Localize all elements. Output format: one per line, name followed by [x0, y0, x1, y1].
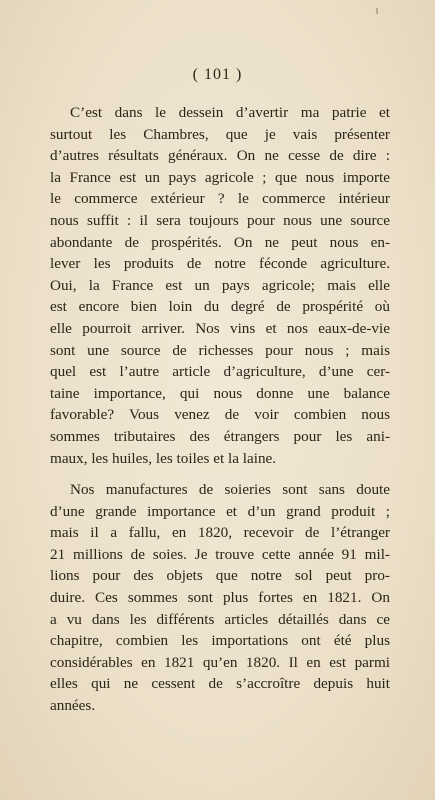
- text-line: le commerce extérieur ? le commerce intérieur: [50, 190, 390, 208]
- paragraph-1: [50, 102, 390, 469]
- text-line: sommes tributaires des étrangers pour les ani-: [50, 427, 390, 445]
- text-line: duire. Ces sommes sont plus fortes en 1821. On: [50, 589, 390, 607]
- text-line: favorable? Vous venez de voir combien nous: [50, 406, 390, 424]
- text-line: elles qui ne cessent de s’accroître depuis huit: [50, 675, 390, 693]
- text-line: la France est un pays agricole ; que nous importe: [50, 168, 390, 186]
- text-line: années.: [50, 697, 96, 715]
- text-line: taine importance, qui nous donne une balance: [50, 384, 390, 402]
- paragraph-2: [50, 479, 390, 717]
- text-line: est encore bien loin du degré de prospérité où: [50, 298, 390, 316]
- text-line: mais il a fallu, en 1820, recevoir de l’étranger: [50, 524, 390, 542]
- text-line: elle pourroit arriver. Nos vins et nos eaux-de-vie: [50, 319, 390, 337]
- text-line: d’autres résultats généraux. On ne cesse de dire :: [50, 147, 390, 165]
- body-text: [50, 102, 390, 717]
- text-line: Oui, la France est un pays agricole; mais elle: [50, 276, 390, 294]
- text-line: chapitre, combien les importations ont été plus: [50, 632, 390, 650]
- text-line: d’une grande importance et d’un grand produit ;: [50, 502, 390, 520]
- text-line: considérables en 1821 qu’en 1820. Il en est parmi: [50, 653, 390, 671]
- text-line: 21 millions de soies. Je trouve cette année 91 mil-: [50, 545, 390, 563]
- text-line: lions pour des objets que notre sol peut pro-: [50, 567, 390, 585]
- text-line: C’est dans le dessein d’avertir ma patrie et: [70, 104, 390, 121]
- page-number: ( 101 ): [192, 66, 243, 83]
- text-line: quel est l’autre article d’agriculture, d’une cer-: [50, 363, 390, 381]
- margin-mark: [376, 8, 378, 14]
- text-line: abondante de prospérités. On ne peut nous en-: [50, 233, 390, 251]
- text-line: Nos manufactures de soieries sont sans doute: [70, 481, 390, 499]
- text-line: a vu dans les différents articles détaillés dans ce: [50, 610, 390, 628]
- text-line: lever les produits de notre féconde agriculture.: [50, 255, 390, 273]
- text-line: sont une source de richesses pour nous ; mais: [50, 341, 390, 359]
- text-line: nous suffit : il sera toujours pour nous une source: [50, 211, 390, 229]
- text-line: surtout les Chambres, que je vais présenter: [50, 125, 390, 143]
- text-line: maux, les huiles, les toiles et la laine.: [50, 449, 277, 467]
